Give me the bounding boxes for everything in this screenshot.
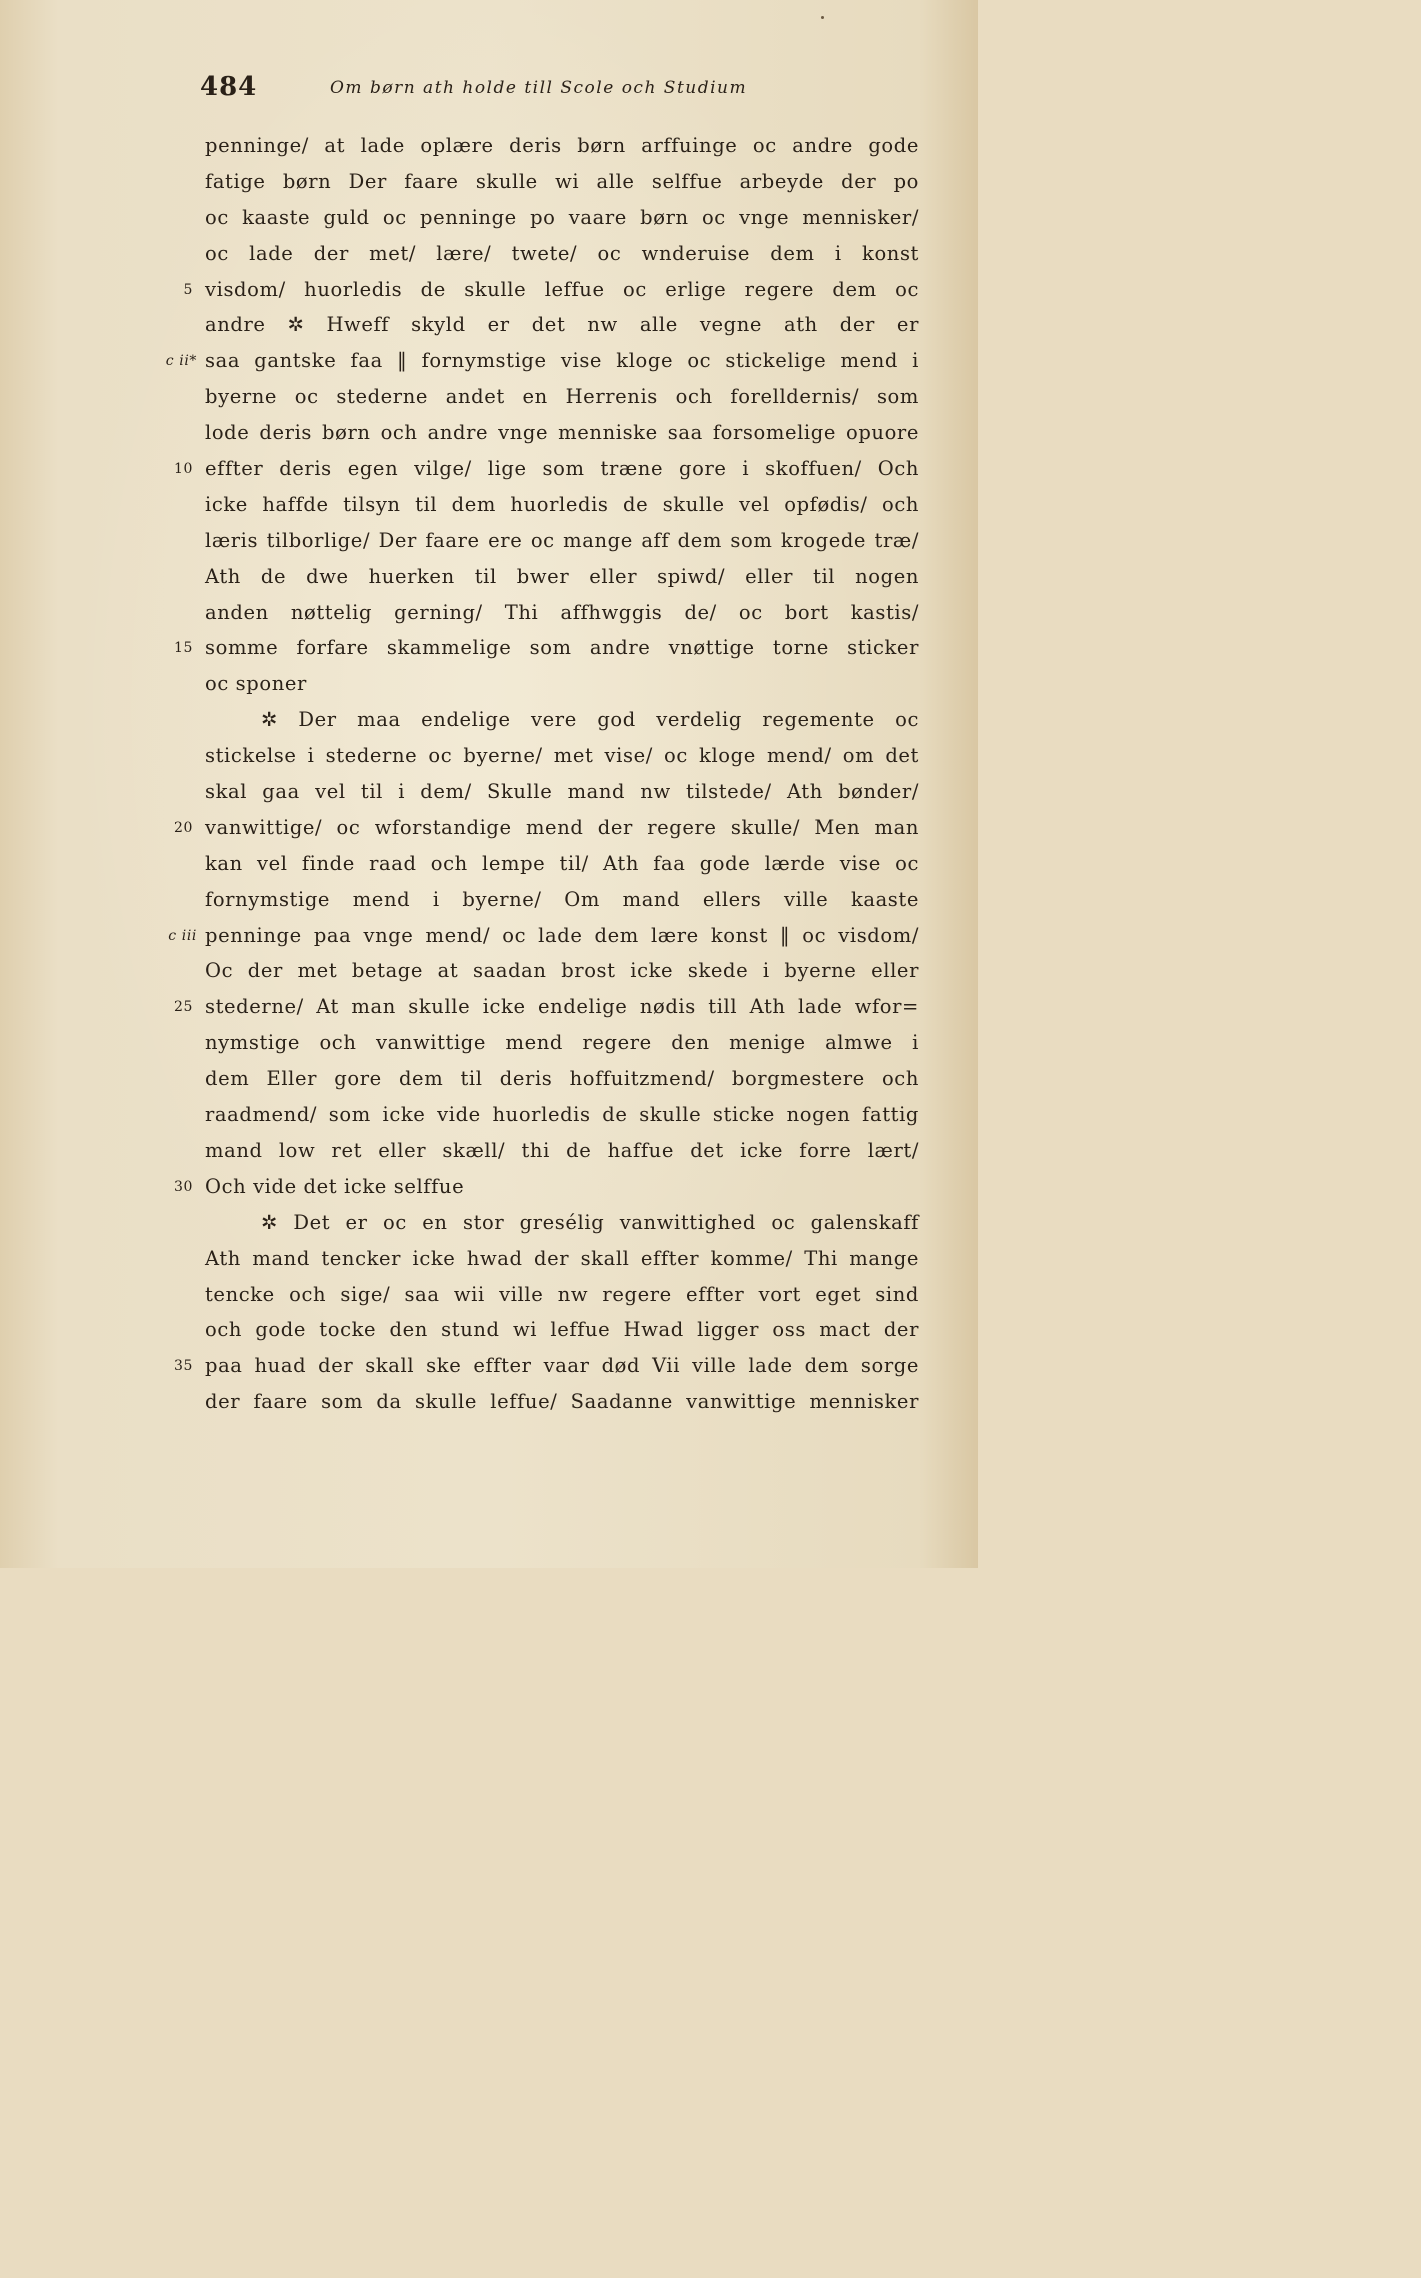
line-text: Ath de dwe huerken til bwer eller spiwd/ eller til nogen bbox=[205, 564, 919, 588]
text-line bbox=[173, 989, 925, 1025]
text-line bbox=[205, 128, 925, 164]
line-text: ✲ Der maa endelige vere god verdelig regemente oc bbox=[261, 708, 919, 732]
text-line bbox=[205, 1312, 925, 1348]
line-text: paa huad der skall ske effter vaar død Vii ville lade dem sorge bbox=[205, 1354, 919, 1378]
line-text: fatige børn Der faare skulle wi alle selffue arbeyde der po bbox=[205, 169, 919, 193]
text-line bbox=[205, 1241, 925, 1277]
line-text: penninge/ at lade oplære deris børn arffuinge oc andre gode bbox=[205, 134, 919, 157]
text-line bbox=[168, 918, 925, 954]
text-line bbox=[205, 738, 925, 774]
line-number: 20 bbox=[173, 819, 193, 836]
text-line bbox=[165, 343, 925, 379]
text-line bbox=[205, 1025, 925, 1061]
text-line bbox=[205, 595, 925, 631]
line-text: Och vide det icke selffue bbox=[205, 1174, 465, 1198]
line-text: och gode tocke den stund wi leffue Hwad ligger oss mact der bbox=[205, 1318, 919, 1342]
line-number: 10 bbox=[173, 461, 193, 478]
text-line bbox=[183, 272, 925, 308]
line-text: penninge paa vnge mend/ oc lade dem lære konst ‖ oc visdom/ bbox=[205, 923, 919, 947]
text-line bbox=[205, 164, 925, 200]
line-text: visdom/ huorledis de skulle leffue oc erlige regere dem oc bbox=[205, 277, 919, 301]
paper-speck bbox=[821, 16, 824, 19]
line-text: oc sponer bbox=[205, 672, 307, 696]
text-line bbox=[205, 702, 925, 738]
text-line bbox=[173, 1348, 925, 1384]
text-line bbox=[205, 379, 925, 415]
text-line bbox=[205, 846, 925, 882]
line-text: somme forfare skammelige som andre vnøttige torne sticker bbox=[205, 636, 919, 660]
text-line bbox=[205, 487, 925, 523]
line-text: vanwittige/ oc wforstandige mend der regere skulle/ Men man bbox=[205, 815, 919, 839]
text-line bbox=[205, 1277, 925, 1313]
line-text: anden nøttelig gerning/ Thi affhwggis de/ oc bort kastis/ bbox=[205, 600, 919, 624]
line-text: ✲ Det er oc en stor gresélig vanwittighed oc galenskaff bbox=[261, 1210, 919, 1234]
page-number: 484 bbox=[200, 72, 258, 102]
line-text: mand low ret eller skæll/ thi de haffue det icke forre lært/ bbox=[205, 1138, 919, 1162]
line-number: 30 bbox=[173, 1178, 193, 1195]
text-line bbox=[205, 1205, 925, 1241]
line-text: kan vel finde raad och lempe til/ Ath faa gode lærde vise oc bbox=[205, 851, 919, 875]
line-text: lode deris børn och andre vnge menniske saa forsomelige opuore bbox=[205, 421, 919, 445]
signature-mark: c ii* bbox=[165, 353, 197, 370]
line-text: stederne/ At man skulle icke endelige nødis till Ath lade wfor= bbox=[205, 995, 919, 1019]
text-line bbox=[205, 774, 925, 810]
line-text: skal gaa vel til i dem/ Skulle mand nw tilstede/ Ath bønder/ bbox=[205, 780, 919, 804]
text-line bbox=[173, 630, 925, 666]
text-line bbox=[205, 882, 925, 918]
line-text: Oc der met betage at saadan brost icke skede i byerne eller bbox=[205, 959, 919, 983]
line-number: 5 bbox=[183, 281, 193, 298]
line-number: 25 bbox=[173, 999, 193, 1016]
text-line bbox=[205, 236, 925, 272]
line-text: fornymstige mend i byerne/ Om mand ellers ville kaaste bbox=[205, 887, 919, 911]
line-text: oc lade der met/ lære/ twete/ oc wnderuise dem i konst bbox=[205, 241, 919, 265]
line-number: 35 bbox=[173, 1358, 193, 1375]
text-line bbox=[205, 666, 925, 702]
line-text: oc kaaste guld oc penninge po vaare børn oc vnge mennisker/ bbox=[205, 205, 919, 229]
text-line bbox=[205, 200, 925, 236]
line-text: tencke och sige/ saa wii ville nw regere effter vort eget sind bbox=[205, 1282, 919, 1306]
text-line bbox=[205, 1061, 925, 1097]
text-line bbox=[205, 307, 925, 343]
body-text bbox=[165, 128, 925, 1420]
line-text: effter deris egen vilge/ lige som træne gore i skoffuen/ Och bbox=[205, 457, 919, 481]
text-line bbox=[205, 559, 925, 595]
text-line bbox=[205, 1097, 925, 1133]
line-text: saa gantske faa ‖ fornymstige vise kloge oc stickelige mend i bbox=[205, 349, 919, 373]
text-line bbox=[205, 1133, 925, 1169]
line-text: der faare som da skulle leffue/ Saadanne vanwittige mennisker bbox=[205, 1390, 919, 1414]
text-line bbox=[205, 523, 925, 559]
line-text: raadmend/ som icke vide huorledis de skulle sticke nogen fattig bbox=[205, 1103, 919, 1127]
text-line bbox=[173, 1169, 925, 1205]
running-head: Om børn ath holde till Scole och Studium bbox=[330, 78, 748, 98]
line-text: dem Eller gore dem til deris hoffuitzmend/ borgmestere och bbox=[205, 1067, 919, 1091]
line-text: byerne oc stederne andet en Herrenis och forelldernis/ som bbox=[205, 385, 919, 409]
text-line bbox=[173, 810, 925, 846]
line-text: andre ✲ Hweff skyld er det nw alle vegne ath der er bbox=[205, 313, 919, 337]
signature-mark: c iii bbox=[168, 927, 197, 944]
line-text: icke haffde tilsyn til dem huorledis de skulle vel opfødis/ och bbox=[205, 492, 919, 516]
book-page bbox=[0, 0, 978, 1568]
text-line bbox=[205, 1384, 925, 1420]
line-number: 15 bbox=[173, 640, 193, 657]
line-text: Ath mand tencker icke hwad der skall effter komme/ Thi mange bbox=[205, 1246, 919, 1270]
text-line bbox=[205, 415, 925, 451]
line-text: stickelse i stederne oc byerne/ met vise/ oc kloge mend/ om det bbox=[205, 744, 919, 768]
page-header bbox=[200, 70, 920, 104]
line-text: nymstige och vanwittige mend regere den menige almwe i bbox=[205, 1031, 919, 1055]
text-line bbox=[173, 451, 925, 487]
line-text: læris tilborlige/ Der faare ere oc mange aff dem som krogede træ/ bbox=[205, 528, 919, 552]
text-line bbox=[205, 953, 925, 989]
